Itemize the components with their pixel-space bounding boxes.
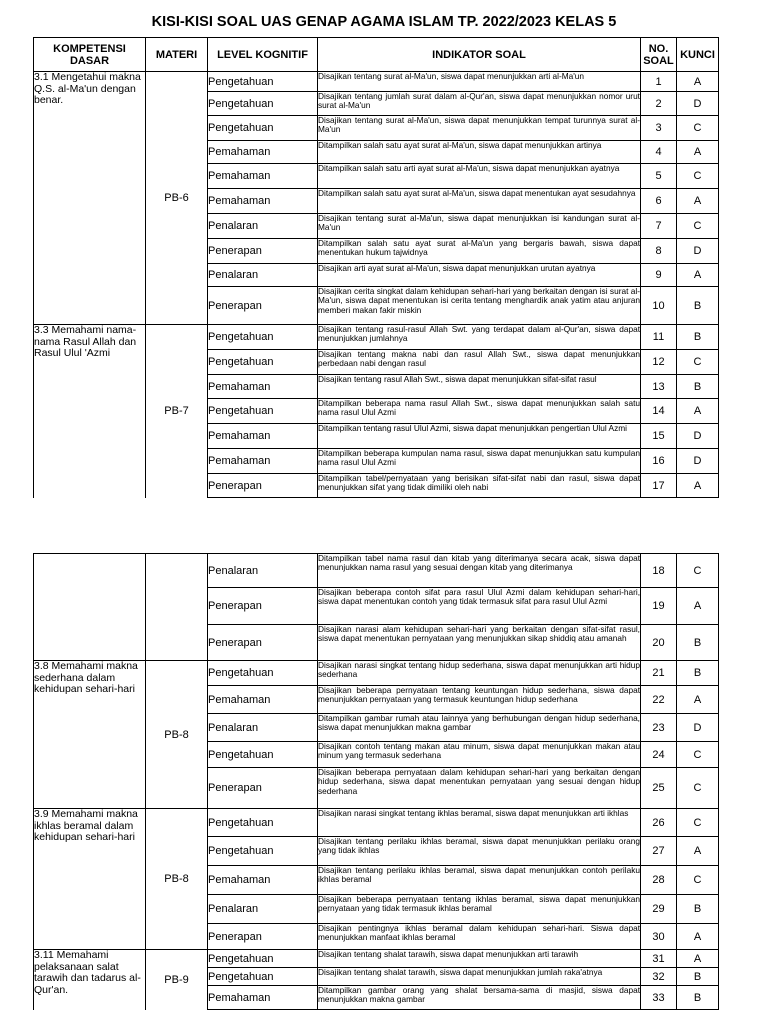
level-kognitif-cell: Pengetahuan [208,742,318,768]
nomor-soal-cell: 5 [641,164,677,189]
nomor-soal-cell: 13 [641,375,677,399]
level-kognitif-cell: Penalaran [208,895,318,924]
level-kognitif-cell: Pengetahuan [208,968,318,986]
header-materi: MATERI [146,38,208,72]
materi-cell [146,554,208,661]
nomor-soal-cell: 14 [641,399,677,424]
kunci-jawaban-cell: D [677,239,719,264]
table-row [34,72,719,92]
indikator-soal-cell: Disajikan narasi singkat tentang hidup sederhana, siswa dapat menunjukkan arti hidup sederhana [318,661,641,686]
nomor-soal-cell: 17 [641,474,677,498]
level-kognitif-cell: Penalaran [208,264,318,287]
nomor-soal-cell: 10 [641,287,677,325]
kunci-jawaban-cell: A [677,399,719,424]
nomor-soal-cell: 27 [641,837,677,866]
kunci-jawaban-cell: B [677,375,719,399]
level-kognitif-cell: Pengetahuan [208,72,318,92]
level-kognitif-cell: Penerapan [208,474,318,498]
nomor-soal-cell: 4 [641,141,677,164]
nomor-soal-cell: 33 [641,986,677,1010]
nomor-soal-cell: 26 [641,809,677,837]
kunci-jawaban-cell: B [677,895,719,924]
kunci-jawaban-cell: D [677,424,719,449]
indikator-soal-cell: Ditampilkan gambar rumah atau lainnya yang berhubungan dengan hidup sederhana, siswa dapat menunjukkan makna gambar [318,714,641,742]
nomor-soal-cell: 23 [641,714,677,742]
nomor-soal-cell: 32 [641,968,677,986]
level-kognitif-cell: Penerapan [208,239,318,264]
materi-cell: PB-6 [146,72,208,325]
level-kognitif-cell: Penerapan [208,588,318,625]
nomor-soal-cell: 24 [641,742,677,768]
table-row [34,554,719,588]
indikator-soal-cell: Ditampilkan tabel nama rasul dan kitab yang diterimanya secara acak, siswa dapat menunjukkan nama rasul yang sesuai dengan kitab yang diterimanya [318,554,641,588]
kunci-jawaban-cell: B [677,287,719,325]
indikator-soal-cell: Disajikan tentang perilaku ikhlas beramal, siswa dapat menunjukkan perilaku orang yang tidak ikhlas [318,837,641,866]
materi-cell: PB-8 [146,809,208,950]
indikator-soal-cell: Disajikan tentang shalat tarawih, siswa dapat menunjukkan jumlah raka'atnya [318,968,641,986]
indikator-soal-cell: Ditampilkan tabel/pernyataan yang berisikan sifat-sifat nabi dan rasul, siswa dapat menunjukkan sifat yang tidak dimiliki oleh nabi [318,474,641,498]
level-kognitif-cell: Pengetahuan [208,809,318,837]
level-kognitif-cell: Penalaran [208,554,318,588]
kunci-jawaban-cell: A [677,474,719,498]
nomor-soal-cell: 2 [641,92,677,116]
nomor-soal-cell: 20 [641,625,677,661]
kunci-jawaban-cell: C [677,350,719,375]
level-kognitif-cell: Pemahaman [208,375,318,399]
kunci-jawaban-cell: A [677,141,719,164]
nomor-soal-cell: 21 [641,661,677,686]
kunci-jawaban-cell: A [677,189,719,214]
indikator-soal-cell: Ditampilkan tentang rasul Ulul Azmi, siswa dapat menunjukkan pengertian Ulul Azmi [318,424,641,449]
nomor-soal-cell: 22 [641,686,677,714]
nomor-soal-cell: 16 [641,449,677,474]
indikator-soal-cell: Disajikan tentang makna nabi dan rasul Allah Swt., siswa dapat menunjukkan perbedaan nabi dengan rasul [318,350,641,375]
nomor-soal-cell: 28 [641,866,677,895]
kunci-jawaban-cell: D [677,92,719,116]
table-row [34,325,719,350]
table-row [34,950,719,968]
nomor-soal-cell: 11 [641,325,677,350]
indikator-soal-cell: Disajikan tentang surat al-Ma'un, siswa dapat menunjukkan isi kandungan surat al-Ma'un [318,214,641,239]
level-kognitif-cell: Penerapan [208,287,318,325]
level-kognitif-cell: Pemahaman [208,189,318,214]
indikator-soal-cell: Disajikan contoh tentang makan atau minum, siswa dapat menunjukkan makan atau minum yang termasuk sederhana [318,742,641,768]
indikator-soal-cell: Ditampilkan beberapa nama rasul Allah Swt., siswa dapat menunjukkan salah satu nama rasul Ulul Azmi [318,399,641,424]
nomor-soal-cell: 31 [641,950,677,968]
kompetensi-dasar-cell: 3.3 Memahami nama-nama Rasul Allah dan Rasul Ulul 'Azmi [34,325,146,498]
table-row [34,661,719,686]
indikator-soal-cell: Disajikan tentang perilaku ikhlas beramal, siswa dapat menunjukkan contoh perilaku ikhlas beramal [318,866,641,895]
level-kognitif-cell: Penerapan [208,924,318,950]
indikator-soal-cell: Disajikan beberapa pernyataan dalam kehidupan sehari-hari yang berkaitan dengan hidup sederhana, siswa dapat menentukan pernyataan yang sesuai dengan hidup sederhana [318,768,641,809]
kunci-jawaban-cell: C [677,809,719,837]
materi-cell: PB-8 [146,661,208,809]
level-kognitif-cell: Pengetahuan [208,350,318,375]
level-kognitif-cell: Pengetahuan [208,950,318,968]
header-level-kognitif: LEVEL KOGNITIF [208,38,318,72]
kunci-jawaban-cell: C [677,554,719,588]
kunci-jawaban-cell: A [677,924,719,950]
kunci-jawaban-cell: C [677,214,719,239]
materi-cell: PB-7 [146,325,208,498]
nomor-soal-cell: 6 [641,189,677,214]
kunci-jawaban-cell: B [677,968,719,986]
kompetensi-dasar-cell: 3.11 Memahami pelaksanaan salat tarawih dan tadarus al-Qur'an. [34,950,146,1010]
kunci-jawaban-cell: C [677,742,719,768]
level-kognitif-cell: Pengetahuan [208,325,318,350]
kisi-kisi-table-page-1 [33,37,719,498]
nomor-soal-cell: 3 [641,116,677,141]
level-kognitif-cell: Pengetahuan [208,837,318,866]
level-kognitif-cell: Pemahaman [208,141,318,164]
level-kognitif-cell: Pemahaman [208,164,318,189]
level-kognitif-cell: Penalaran [208,714,318,742]
kunci-jawaban-cell: C [677,164,719,189]
nomor-soal-cell: 15 [641,424,677,449]
indikator-soal-cell: Disajikan cerita singkat dalam kehidupan sehari-hari yang berkaitan dengan isi surat al-Ma'un, siswa dapat menentukan isi cerita tentang menghardik anak yatim atau anjuran memberi makan fakir miskin [318,287,641,325]
indikator-soal-cell: Ditampilkan salah satu ayat surat al-Ma'un, siswa dapat menunjukkan artinya [318,141,641,164]
kunci-jawaban-cell: D [677,449,719,474]
materi-cell: PB-9 [146,950,208,1010]
kunci-jawaban-cell: C [677,116,719,141]
nomor-soal-cell: 12 [641,350,677,375]
indikator-soal-cell: Disajikan tentang surat al-Ma'un, siswa dapat menunjukkan tempat turunnya surat al-Ma'un [318,116,641,141]
indikator-soal-cell: Ditampilkan salah satu arti ayat surat al-Ma'un, siswa dapat menunjukkan ayatnya [318,164,641,189]
level-kognitif-cell: Pengetahuan [208,116,318,141]
kunci-jawaban-cell: A [677,686,719,714]
level-kognitif-cell: Pengetahuan [208,661,318,686]
level-kognitif-cell: Pemahaman [208,686,318,714]
indikator-soal-cell: Disajikan tentang rasul-rasul Allah Swt. yang terdapat dalam al-Qur'an, siswa dapat menunjukkan jumlahnya [318,325,641,350]
indikator-soal-cell: Disajikan tentang shalat tarawih, siswa dapat menunjukkan arti tarawih [318,950,641,968]
indikator-soal-cell: Disajikan beberapa pernyataan tentang ikhlas beramal, siswa dapat menunjukkan pernyataan yang tidak termasuk ikhlas beramal [318,895,641,924]
kompetensi-dasar-cell [34,554,146,661]
nomor-soal-cell: 18 [641,554,677,588]
header-kompetensi-dasar: KOMPETENSI DASAR [34,38,146,72]
level-kognitif-cell: Pengetahuan [208,92,318,116]
level-kognitif-cell: Pemahaman [208,866,318,895]
kunci-jawaban-cell: A [677,950,719,968]
level-kognitif-cell: Pemahaman [208,424,318,449]
kunci-jawaban-cell: B [677,661,719,686]
kunci-jawaban-cell: B [677,986,719,1010]
indikator-soal-cell: Disajikan tentang surat al-Ma'un, siswa dapat menunjukkan arti al-Ma'un [318,72,641,92]
nomor-soal-cell: 30 [641,924,677,950]
nomor-soal-cell: 9 [641,264,677,287]
kompetensi-dasar-cell: 3.9 Memahami makna ikhlas beramal dalam kehidupan sehari-hari [34,809,146,950]
level-kognitif-cell: Pemahaman [208,449,318,474]
nomor-soal-cell: 7 [641,214,677,239]
indikator-soal-cell: Disajikan beberapa pernyataan tentang keuntungan hidup sederhana, siswa dapat menunjukkan pernyataan yang termasuk keuntungan hidup sederhana [318,686,641,714]
level-kognitif-cell: Penalaran [208,214,318,239]
kisi-kisi-table-page-2 [33,553,719,1010]
indikator-soal-cell: Disajikan beberapa contoh sifat para rasul Ulul Azmi dalam kehidupan sehari-hari, siswa dapat menentukan contoh yang tidak termasuk sifat para rasul Ulul Azmi [318,588,641,625]
indikator-soal-cell: Disajikan narasi singkat tentang ikhlas beramal, siswa dapat menunjukkan arti ikhlas [318,809,641,837]
indikator-soal-cell: Ditampilkan gambar orang yang shalat bersama-sama di masjid, siswa dapat menunjukkan makna gambar [318,986,641,1010]
nomor-soal-cell: 1 [641,72,677,92]
kunci-jawaban-cell: D [677,714,719,742]
table-header-row [34,38,719,72]
kunci-jawaban-cell: B [677,325,719,350]
kunci-jawaban-cell: A [677,588,719,625]
nomor-soal-cell: 29 [641,895,677,924]
kunci-jawaban-cell: C [677,866,719,895]
indikator-soal-cell: Ditampilkan salah satu ayat surat al-Ma'un, siswa dapat menentukan ayat sesudahnya [318,189,641,214]
indikator-soal-cell: Ditampilkan salah satu ayat surat al-Ma'un yang bergaris bawah, siswa dapat menentukan hukum tajwidnya [318,239,641,264]
kunci-jawaban-cell: C [677,768,719,809]
kunci-jawaban-cell: B [677,625,719,661]
kompetensi-dasar-cell: 3.8 Memahami makna sederhana dalam kehidupan sehari-hari [34,661,146,809]
level-kognitif-cell: Penerapan [208,768,318,809]
indikator-soal-cell: Disajikan tentang jumlah surat dalam al-Qur'an, siswa dapat menunjukkan nomor urut surat al-Ma'un [318,92,641,116]
indikator-soal-cell: Ditampilkan beberapa kumpulan nama rasul, siswa dapat menunjukkan satu kumpulan nama rasul Ulul Azmi [318,449,641,474]
kunci-jawaban-cell: A [677,72,719,92]
kunci-jawaban-cell: A [677,837,719,866]
kompetensi-dasar-cell: 3.1 Mengetahui makna Q.S. al-Ma'un dengan benar. [34,72,146,325]
level-kognitif-cell: Penerapan [208,625,318,661]
nomor-soal-cell: 19 [641,588,677,625]
document-title: KISI-KISI SOAL UAS GENAP AGAMA ISLAM TP. 2022/2023 KELAS 5 [151,14,617,30]
header-no-soal: NO. SOAL [641,38,677,72]
indikator-soal-cell: Disajikan tentang rasul Allah Swt., siswa dapat menunjukkan sifat-sifat rasul [318,375,641,399]
table-row [34,809,719,837]
header-kunci: KUNCI [677,38,719,72]
level-kognitif-cell: Pengetahuan [208,399,318,424]
kunci-jawaban-cell: A [677,264,719,287]
header-indikator-soal: INDIKATOR SOAL [318,38,641,72]
indikator-soal-cell: Disajikan arti ayat surat al-Ma'un, siswa dapat menunjukkan urutan ayatnya [318,264,641,287]
indikator-soal-cell: Disajikan narasi alam kehidupan sehari-hari yang berkaitan dengan sifat-sifat rasul, siswa dapat menentukan pernyataan yang menunjukkan sikap shiddiq atau amanah [318,625,641,661]
nomor-soal-cell: 8 [641,239,677,264]
nomor-soal-cell: 25 [641,768,677,809]
level-kognitif-cell: Pemahaman [208,986,318,1010]
indikator-soal-cell: Disajikan pentingnya ikhlas beramal dalam kehidupan sehari-hari. Siswa dapat menunjukkan manfaat ikhlas beramal [318,924,641,950]
